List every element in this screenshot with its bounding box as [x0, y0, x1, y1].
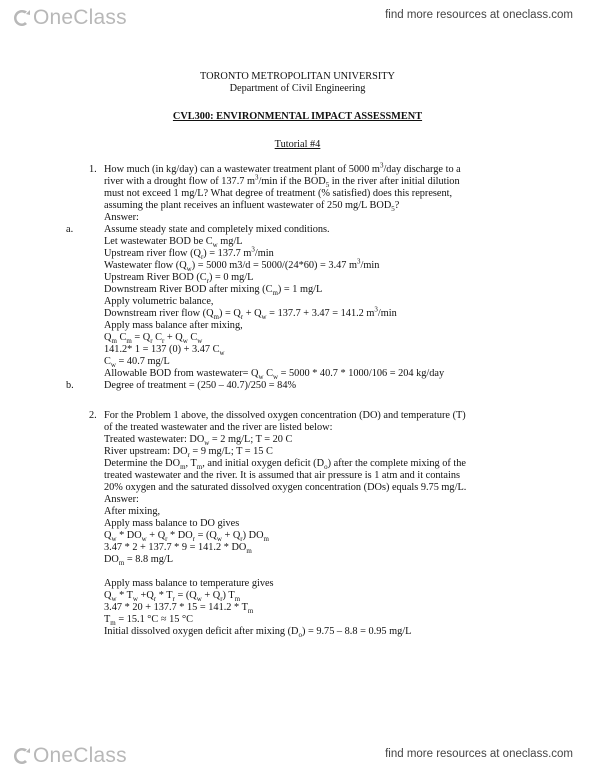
question-1-line-4: assuming the plant receives an influent wastewater of 250 mg/L $BOD_5$? — [104, 200, 400, 214]
part-a-line-11: 141.2* 1 = 137 (0) + 3.47 $C_w$ — [104, 344, 225, 358]
question-2-step-6: Apply mass balance to temperature gives — [104, 578, 274, 589]
question-1-answer-label: Answer: — [104, 212, 139, 223]
part-a-line-8: Downstream river flow $(Q_m) = Q_r + Q_w = 137.7 + 3.47 = 141.2$ $m^3/\min$ — [104, 305, 397, 322]
question-2-step-9: $T_m = 15.1$ °C ≈ 15 °C — [104, 614, 193, 628]
oneclass-footer-logo-icon — [12, 746, 32, 766]
part-a-line-13: Allowable BOD from wastewater= $Q_w$ $C_w = 5000 * 40.7 * 1000/106 = 204$ kg/day — [104, 368, 445, 382]
question-2-line-3: Treated wastewater: $DO_w = 2$ mg/L; T = 20 C — [104, 434, 293, 448]
question-1-line-1: How much (in kg/day) can a wastewater treatment plant of 5000 $m^3$/day discharge to a — [104, 161, 461, 175]
logo-text: OneClass — [33, 6, 127, 29]
question-1-line-2: river with a drought flow of 137.7 $m^3/\min$ if the $BOD_5$ in the river after initial dilution — [104, 173, 460, 190]
header-resources-link[interactable]: find more resources at oneclass.com — [385, 9, 573, 21]
course-title: CVL300: ENVIRONMENTAL IMPACT ASSESSMENT — [172, 111, 423, 122]
question-2-step-1: After mixing, — [104, 506, 161, 517]
question-2-step-8: $3.47 * 20 + 137.7 * 15 = 141.2 * T_m$ — [104, 602, 254, 616]
oneclass-logo-icon — [12, 8, 32, 28]
question-1-number: 1. — [89, 164, 97, 175]
page-footer — [0, 736, 595, 770]
question-2-answer-label: Answer: — [104, 494, 139, 505]
oneclass-footer-logo[interactable] — [12, 744, 127, 768]
oneclass-logo[interactable] — [12, 6, 127, 30]
part-a-line-7: Apply volumetric balance, — [104, 296, 214, 307]
question-2-line-5: Determine the $DO_m$, $T_m$, and initial oxygen deficit $(D_o)$ after the complete mixing of the — [104, 458, 466, 472]
part-b-label: b. — [66, 380, 74, 391]
question-2-step-2: Apply mass balance to DO gives — [104, 518, 240, 529]
tutorial-title: Tutorial #4 — [274, 139, 321, 150]
footer-logo-text: OneClass — [33, 744, 127, 767]
question-2-line-4: River upstream: $DO_r = 9$ mg/L; T = 15 C — [104, 446, 273, 460]
question-2-number: 2. — [89, 410, 97, 421]
part-a-line-9: Apply mass balance after mixing, — [104, 320, 243, 331]
question-2-step-4: $3.47 * 2 + 137.7 * 9 = 141.2 * DO_m$ — [104, 542, 252, 556]
part-a-line-10: $Q_m$ $C_m = Q_r$ $C_r + Q_w$ $C_w$ — [104, 332, 203, 346]
question-2-step-5: $DO_m = 8.8$ mg/L — [104, 554, 174, 568]
part-a-label: a. — [66, 224, 74, 235]
part-a-line-4: Wastewater flow $(Q_w) = 5000$ m3/d = 5000/(24*60) = 3.47 $m^3/\min$ — [104, 257, 380, 274]
department-name: Department of Civil Engineering — [229, 83, 366, 94]
page-header — [0, 0, 595, 34]
question-2-step-7: $Q_w * T_w +Q_r * T_r = (Q_w + Q_r)$ $T_m$ — [104, 590, 241, 604]
part-a-line-6: Downstream River BOD after mixing $(C_m) = 1$ mg/L — [104, 284, 323, 298]
university-name: TORONTO METROPOLITAN UNIVERSITY — [199, 71, 395, 82]
question-2-line-7: 20% oxygen and the saturated dissolved oxygen concentration (DOs) equals 9.75 mg/L. — [104, 482, 467, 493]
part-a-line-1: Assume steady state and completely mixed conditions. — [104, 224, 330, 235]
part-a-line-5: Upstream River BOD $(C_r) = 0$ mg/L — [104, 272, 254, 286]
footer-resources-link[interactable]: find more resources at oneclass.com — [385, 748, 573, 760]
question-1-line-3: must not exceed 1 mg/L? What degree of treatment (% satisfied) does this represent, — [104, 188, 453, 199]
question-2-line-1: For the Problem 1 above, the dissolved oxygen concentration (DO) and temperature (T) — [104, 410, 466, 421]
question-2-line-2: of the treated wastewater and the river are listed below: — [104, 422, 333, 433]
question-2-step-3: $Q_w * DO_w + Q_r * DO_r = (Q_w + Q_r)$ $DO_m$ — [104, 530, 269, 544]
question-2-line-6: treated wastewater and the river. It is assumed that air pressure is 1 atm and it contains — [104, 470, 460, 481]
part-a-line-3: Upstream river flow $(Q_r) = 137.7$ $m^3/\min$ — [104, 245, 274, 262]
part-a-line-12: $C_w = 40.7$ mg/L — [104, 356, 170, 370]
part-b-line-1: Degree of treatment = (250 – 40.7)/250 = 84% — [104, 380, 297, 391]
question-2-step-10: Initial dissolved oxygen deficit after mixing $(D_o) = 9.75 - 8.8 = 0.95$ mg/L — [104, 626, 412, 640]
part-a-line-2: Let wastewater BOD be $C_w$ mg/L — [104, 236, 243, 250]
